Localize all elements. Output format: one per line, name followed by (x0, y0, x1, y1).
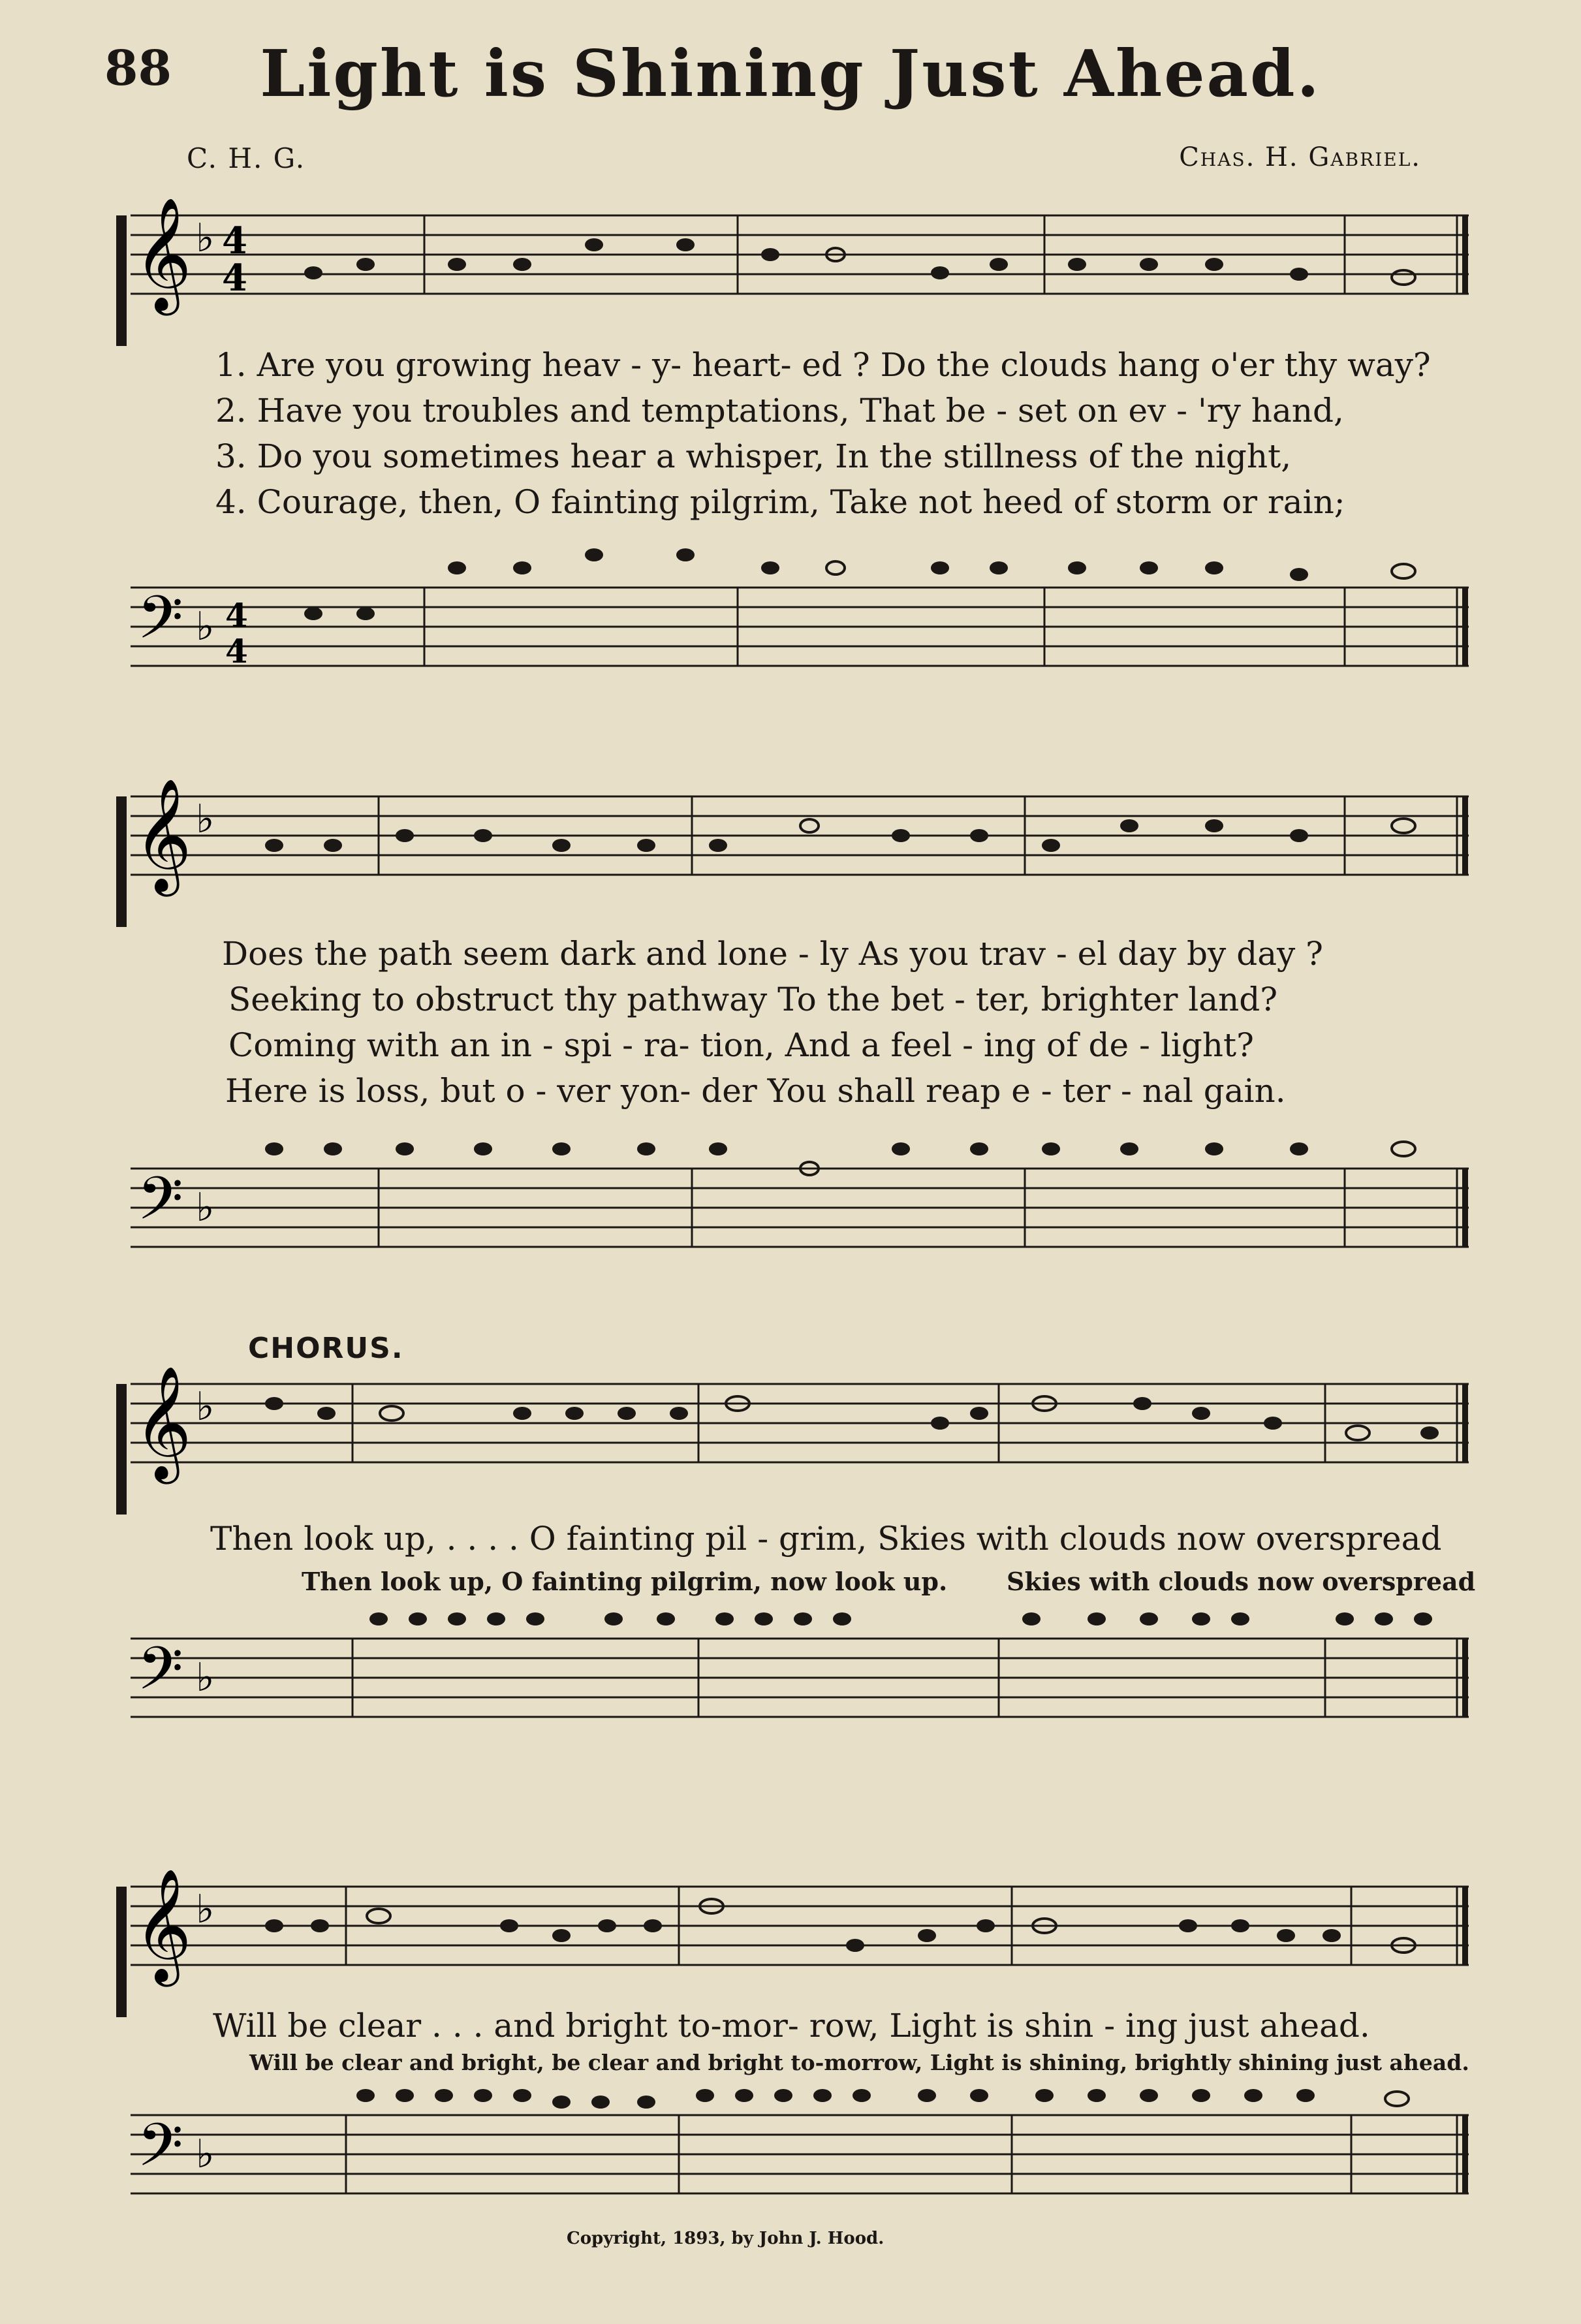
flat-icon: ♭ (196, 1887, 215, 1932)
page-number: 88 (104, 40, 172, 97)
system3-bass-staff (0, 1599, 1581, 1750)
system4-bass-staff (0, 2082, 1581, 2233)
copyright-notice: Copyright, 1893, by John J. Hood. (567, 2229, 884, 2248)
chorus-line2-main: Will be clear . . . and bright to-mor- row, Light is shin - ing just ahead. (213, 2007, 1370, 2045)
lyricist-credit: C. H. G. (187, 142, 306, 174)
flat-icon: ♭ (196, 1384, 215, 1430)
chorus-line2-alt: Will be clear and bright, be clear and bright to-morrow, Light is shining, brightly shining just ahead. (249, 2050, 1469, 2075)
composer-credit: Chas. H. Gabriel. (1179, 142, 1421, 172)
time-sig-top: 4 (222, 219, 247, 262)
treble-clef-icon: 𝄞 (134, 197, 192, 311)
flat-icon: ♭ (196, 1655, 215, 1701)
chorus-line1-main: Then look up, . . . . O fainting pil - grim, Skies with clouds now overspread (210, 1520, 1442, 1558)
verse-2-second: Seeking to obstruct thy pathway To the bet - ter, brighter land? (228, 981, 1278, 1018)
system1-treble-staff (0, 196, 1581, 346)
treble-clef-icon: 𝄞 (134, 1366, 192, 1479)
system1-bass-staff (0, 535, 1581, 685)
verse-4-second: Here is loss, but o - ver yon- der You shall reap e - ter - nal gain. (225, 1072, 1286, 1110)
bass-clef-icon: 𝄢 (137, 583, 183, 667)
bass-clef-icon: 𝄢 (137, 2111, 183, 2194)
system2-bass-staff (0, 1123, 1581, 1273)
verse-4-first: 4. Courage, then, O fainting pilgrim, Take not heed of storm or rain; (215, 483, 1345, 521)
flat-icon: ♭ (196, 1185, 215, 1231)
bass-clef-icon: 𝄢 (137, 1164, 183, 1248)
verse-2-first: 2. Have you troubles and temptations, That be - set on ev - 'ry hand, (215, 392, 1344, 430)
chorus-line1-alt-b: Skies with clouds now overspread (1007, 1567, 1476, 1596)
system2-treble-staff (0, 777, 1581, 927)
treble-clef-icon: 𝄞 (134, 778, 192, 892)
verse-3-first: 3. Do you sometimes hear a whisper, In the stillness of the night, (215, 437, 1292, 475)
bass-time-top: 4 (225, 596, 248, 635)
verse-3-second: Coming with an in - spi - ra- tion, And a feel - ing of de - light? (228, 1026, 1254, 1064)
time-sig-bottom: 4 (222, 257, 247, 300)
chorus-label: CHORUS. (248, 1332, 404, 1365)
system4-treble-staff (0, 1867, 1581, 2017)
flat-icon: ♭ (196, 2131, 215, 2177)
treble-clef-icon: 𝄞 (134, 1868, 192, 1982)
verse-1-second: Does the path seem dark and lone - ly As you trav - el day by day ? (222, 935, 1323, 973)
verse-1-first: 1. Are you growing heav - y- heart- ed ? Do the clouds hang o'er thy way? (215, 346, 1431, 384)
flat-icon: ♭ (196, 796, 215, 842)
chorus-line1-alt-a: Then look up, O fainting pilgrim, now look up. (302, 1567, 948, 1596)
flat-icon: ♭ (196, 604, 215, 650)
system3-treble-staff (0, 1364, 1581, 1515)
bass-time-bottom: 4 (225, 632, 248, 670)
hymn-title: Light is Shining Just Ahead. (260, 37, 1321, 112)
flat-icon: ♭ (196, 215, 215, 261)
bass-clef-icon: 𝄢 (137, 1634, 183, 1718)
